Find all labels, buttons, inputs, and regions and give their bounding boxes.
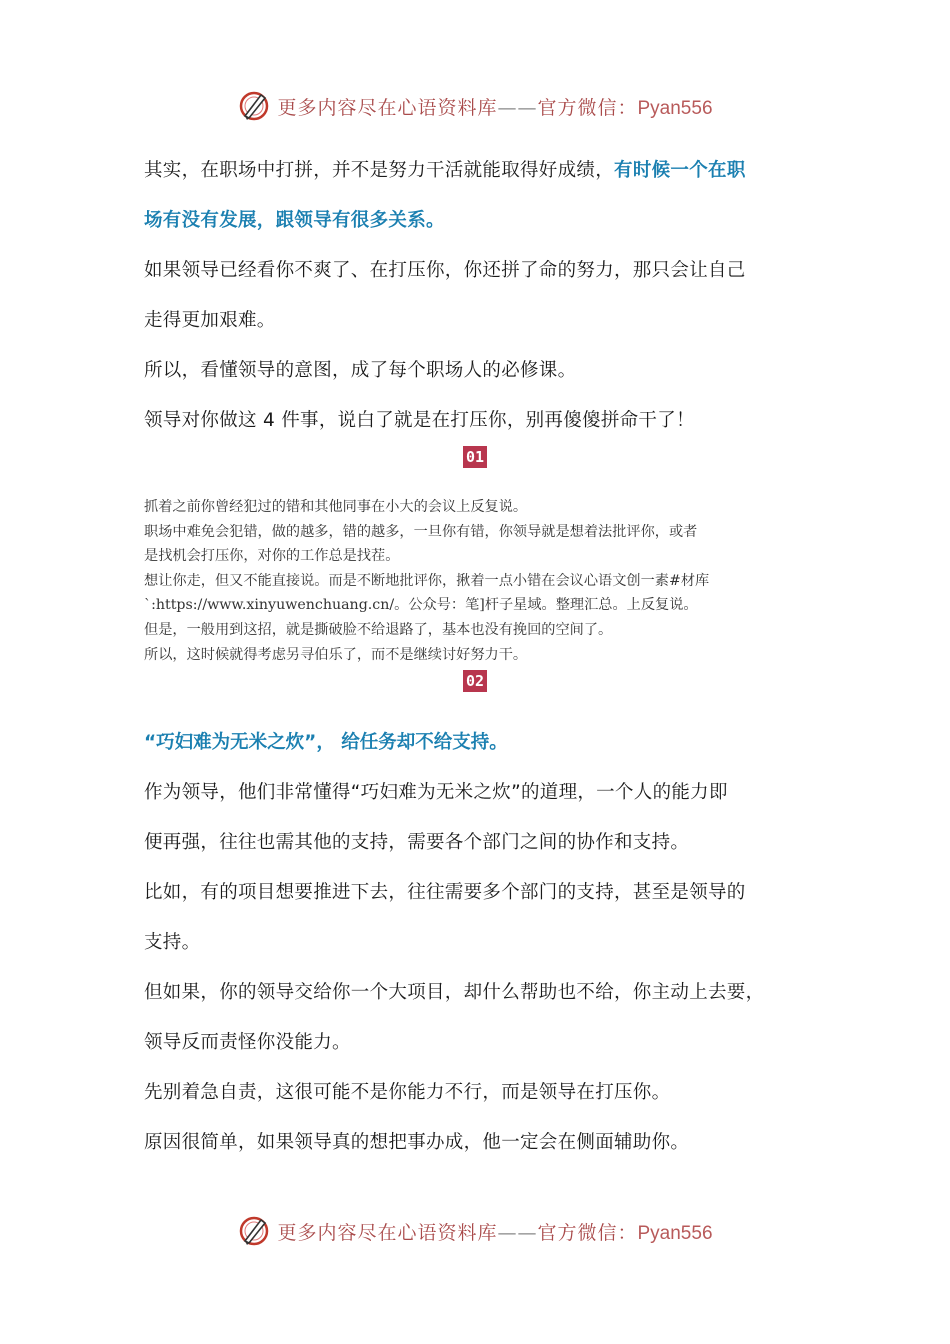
pen-logo-icon — [237, 1214, 271, 1248]
intro-p1-highlight-a: 有时候一个在职 — [614, 160, 746, 181]
banner-wechat-label: 官方微信： — [537, 1221, 638, 1244]
pen-logo-icon — [237, 89, 271, 123]
banner-handle: Pyan556 — [637, 97, 713, 119]
section-1-line: 想让你走，但又不能直接说。而是不断地批评你，揪着一点小错在会议心语文创一素#材库 — [144, 572, 710, 589]
intro-paragraph-1 — [144, 146, 804, 196]
section-2-paragraph: 便再强，往往也需其他的支持，需要各个部门之间的协作和支持。 — [144, 832, 690, 853]
intro-p1-plain: 其实，在职场中打拼，并不是努力干活就能取得好成绩， — [144, 160, 615, 181]
banner-title: 更多内容尽在心语资料库 — [277, 1221, 498, 1244]
section-2-paragraph: 支持。 — [144, 932, 201, 953]
intro-paragraph-3: 所以，看懂领导的意图，成了每个职场人的必修课。 — [144, 360, 577, 381]
section-2-paragraph: 领导反而责怪你没能力。 — [144, 1032, 351, 1053]
section-2-paragraph: 比如，有的项目想要推进下去，往往需要多个部门的支持，甚至是领导的 — [144, 882, 746, 903]
section-1-line: 职场中难免会犯错，做的越多，错的越多，一旦你有错，你领导就是想着法批评你，或者 — [144, 523, 698, 540]
section-2-paragraph: 作为领导，他们非常懂得“巧妇难为无米之炊”的道理，一个人的能力即 — [144, 782, 728, 803]
section-1-badge-wrap — [0, 446, 950, 468]
section-2-body — [144, 718, 804, 1168]
intro-paragraph-2b: 走得更加艰难。 — [144, 310, 276, 331]
brand — [237, 1214, 712, 1248]
banner-title: 更多内容尽在心语资料库 — [277, 96, 498, 119]
section-2-badge: 02 — [463, 670, 487, 692]
banner-wechat-label: 官方微信： — [537, 96, 638, 119]
header-banner — [0, 86, 950, 126]
banner-handle: Pyan556 — [637, 1222, 713, 1244]
intro-paragraph-2a: 如果领导已经看你不爽了、在打压你，你还拼了命的努力，那只会让自己 — [144, 260, 746, 281]
section-2-paragraph: 但如果，你的领导交给你一个大项目，却什么帮助也不给，你主动上去要， — [144, 982, 765, 1003]
section-1-line: 抓着之前你曾经犯过的错和其他同事在小大的会议上反复说。 — [144, 499, 528, 515]
section-1-body — [144, 495, 809, 667]
footer-banner — [0, 1211, 950, 1251]
banner-separator: —— — [497, 96, 538, 119]
section-2-paragraph: 原因很简单，如果领导真的想把事办成，他一定会在侧面辅助你。 — [144, 1132, 690, 1153]
intro-section — [144, 146, 804, 446]
banner-text — [277, 1218, 712, 1245]
section-1-line: 所以，这时候就得考虑另寻伯乐了，而不是继续讨好努力干。 — [144, 646, 528, 663]
section-1-line: 是找机会打压你，对你的工作总是找茬。 — [144, 548, 400, 565]
section-2-heading: “巧妇难为无米之炊”， 给任务却不给支持。 — [144, 732, 508, 753]
section-2-badge-wrap — [0, 670, 950, 692]
banner-text — [277, 93, 712, 120]
intro-paragraph-4: 领导对你做这 4 件事，说白了就是在打压你，别再傻傻拼命干了！ — [144, 410, 695, 431]
section-2-paragraph: 先别着急自责，这很可能不是你能力不行，而是领导在打压你。 — [144, 1082, 671, 1103]
section-1-line: `:https://www.xinyuwenchuang.cn/。公众号：笔]杆子星域。整理汇总。上反复说。 — [144, 597, 698, 614]
banner-separator: —— — [497, 1221, 538, 1244]
section-1-line: 但是，一般用到这招，就是撕破脸不给退路了，基本也没有挽回的空间了。 — [144, 621, 613, 638]
brand — [237, 89, 712, 123]
section-1-badge: 01 — [463, 446, 487, 468]
intro-paragraph-1-cont: 场有没有发展，跟领导有很多关系。 — [144, 210, 445, 231]
